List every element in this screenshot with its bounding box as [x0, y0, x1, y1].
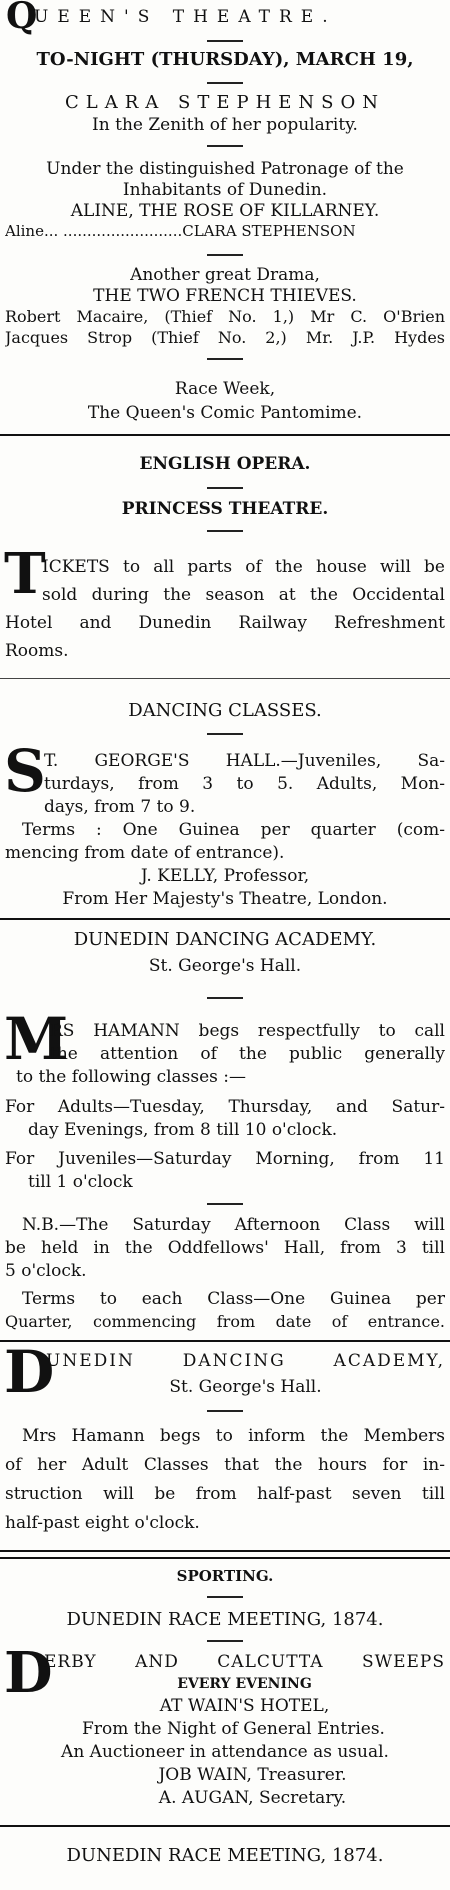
classes-terms-2: mencing from date of entrance).: [5, 844, 285, 863]
academy-juveniles-1: For Juveniles—Saturday Morning, from 11: [5, 1150, 445, 1169]
opera-text-line: Rooms.: [5, 642, 69, 661]
classes-terms-1: Terms : One Guinea per quarter (com-: [22, 821, 445, 840]
cast-line-3: Jacques Strop (Thief No. 2,) Mr. J.P. Hydes: [5, 329, 445, 347]
academy2-drop-cap: D: [4, 1338, 55, 1406]
cast-line-1: Aline... .........................CLARA STEPHENSON: [5, 223, 356, 240]
opera-drop-cap: T: [4, 541, 46, 607]
academy-terms-1: Terms to each Class—One Guinea per: [22, 1290, 445, 1309]
dancing-classes-heading: DANCING CLASSES.: [128, 701, 322, 721]
separator-dash: [207, 358, 243, 360]
separator-dash: [207, 82, 243, 84]
patronage-line-1: Under the distinguished Patronage of the: [46, 160, 404, 179]
academy-text-line: to the following classes :—: [16, 1068, 247, 1087]
race-meeting-heading: DUNEDIN RACE MEETING, 1874.: [66, 1610, 384, 1630]
separator-dash: [207, 40, 243, 42]
treasurer-line: JOB WAIN, Treasurer.: [158, 1766, 347, 1785]
classes-signature: J. KELLY, Professor,: [140, 867, 310, 886]
pantomime-line: The Queen's Comic Pantomime.: [87, 404, 363, 423]
sporting-heading: SPORTING.: [176, 1568, 274, 1585]
academy-adults-1: For Adults—Tuesday, Thursday, and Satur-: [5, 1098, 445, 1117]
classes-text-line: days, from 7 to 9.: [44, 798, 196, 817]
opera-text-line: ICKETS to all parts of the house will be: [42, 558, 445, 577]
race-week: Race Week,: [174, 380, 276, 399]
academy-terms-2: Quarter, commencing from date of entrance.: [5, 1313, 445, 1331]
separator-dash: [207, 733, 243, 735]
cast-line-2: Robert Macaire, (Thief No. 1,) Mr C. O'Brien: [5, 308, 445, 326]
academy-drop-cap: M: [4, 1005, 69, 1073]
section-rule: [0, 1340, 450, 1342]
queens-theatre-heading: UEEN'S THEATRE.: [34, 8, 337, 27]
auctioneer-line: An Auctioneer in attendance as usual.: [61, 1743, 389, 1762]
hotel-line: AT WAIN'S HOTEL,: [159, 1697, 330, 1716]
academy2-text-line: Mrs Hamann begs to inform the Members: [22, 1427, 445, 1446]
sweeps-heading: ERBY AND CALCUTTA SWEEPS: [44, 1653, 445, 1672]
classes-origin: From Her Majesty's Theatre, London.: [62, 890, 388, 909]
section-rule: [0, 1825, 450, 1827]
academy-juveniles-2: till 1 o'clock: [28, 1173, 133, 1192]
academy-adults-2: day Evenings, from 8 till 10 o'clock.: [28, 1121, 338, 1140]
academy2-text-line: half-past eight o'clock.: [5, 1514, 200, 1533]
section-rule: [0, 678, 450, 679]
princess-theatre: PRINCESS THEATRE.: [121, 500, 329, 519]
classes-text-line: T. GEORGE'S HALL.—Juveniles, Sa-: [44, 752, 445, 771]
drama-intro: Another great Drama,: [130, 266, 320, 285]
sweeps-drop-cap: D: [4, 1640, 53, 1706]
academy2-text-line: of her Adult Classes that the hours for in-: [5, 1456, 445, 1475]
separator-dash: [207, 1410, 243, 1412]
performer-tagline: In the Zenith of her popularity.: [92, 116, 358, 135]
section-rule: [0, 434, 450, 436]
academy-text-line: the attention of the public generally: [50, 1045, 445, 1064]
academy-nb-1: N.B.—The Saturday Afternoon Class will: [22, 1216, 445, 1235]
every-evening: EVERY EVENING: [177, 1676, 312, 1692]
classes-text-line: turdays, from 3 to 5. Adults, Mon-: [44, 775, 445, 794]
separator-dash: [207, 997, 243, 999]
race-meeting-footer: DUNEDIN RACE MEETING, 1874.: [66, 1846, 384, 1866]
date-line: TO-NIGHT (THURSDAY), MARCH 19,: [36, 50, 414, 70]
opera-text-line: sold during the season at the Occidental: [42, 586, 445, 605]
separator-dash: [207, 530, 243, 532]
academy2-text-line: struction will be from half-past seven till: [5, 1485, 445, 1504]
academy-venue: St. George's Hall.: [148, 957, 302, 976]
separator-dash: [207, 254, 243, 256]
section-rule: [0, 918, 450, 920]
separator-dash: [207, 1640, 243, 1642]
academy2-venue: St. George's Hall.: [169, 1378, 322, 1397]
performer-name: CLARA STEPHENSON: [64, 93, 385, 113]
classes-drop-cap: S: [4, 737, 46, 805]
play-title-1: ALINE, THE ROSE OF KILLARNEY.: [70, 202, 380, 221]
separator-dash: [207, 145, 243, 147]
general-entries-line: From the Night of General Entries.: [82, 1720, 385, 1739]
separator-dash: [207, 1203, 243, 1205]
secretary-line: A. AUGAN, Secretary.: [158, 1789, 347, 1808]
academy-nb-2: be held in the Oddfellows' Hall, from 3 till: [5, 1239, 445, 1258]
separator-dash: [207, 487, 243, 489]
patronage-line-2: Inhabitants of Dunedin.: [122, 181, 328, 200]
academy-heading: DUNEDIN DANCING ACADEMY.: [73, 930, 377, 950]
academy-nb-3: 5 o'clock.: [5, 1262, 87, 1281]
queens-drop-cap: Q: [6, 0, 38, 37]
section-rule-double: [0, 1550, 450, 1559]
opera-text-line: Hotel and Dunedin Railway Refreshment: [5, 614, 445, 633]
play-title-2: THE TWO FRENCH THIEVES.: [93, 287, 357, 306]
separator-dash: [207, 1596, 243, 1598]
opera-heading: ENGLISH OPERA.: [139, 455, 311, 474]
academy-text-line: RS HAMANN begs respectfully to call: [50, 1022, 445, 1041]
academy2-heading: UNEDIN DANCING ACADEMY,: [46, 1352, 445, 1371]
